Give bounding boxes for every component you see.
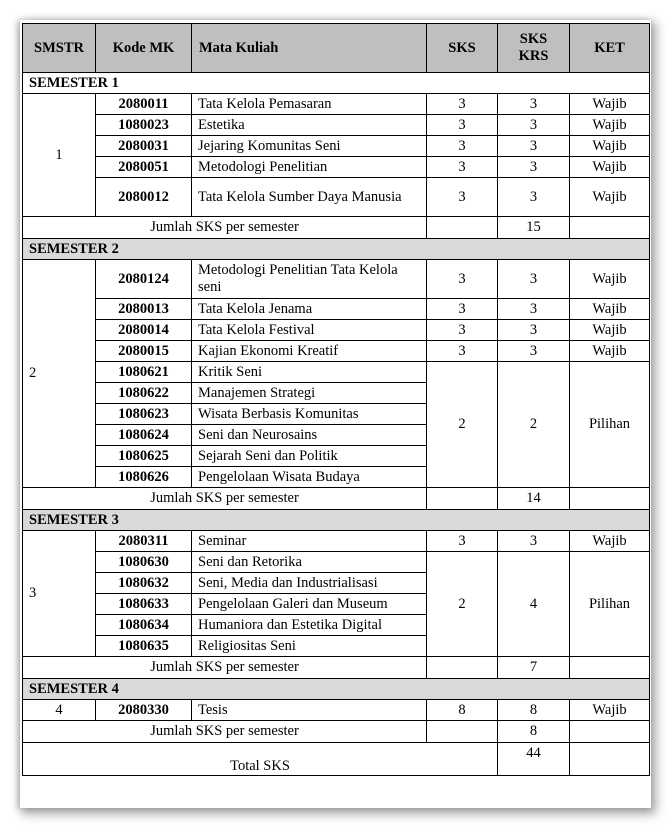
header-sks-krs-line2: KRS xyxy=(518,48,549,64)
total-row xyxy=(23,743,650,776)
course-sks-krs: 3 xyxy=(498,136,570,157)
course-sks: 3 xyxy=(427,320,498,341)
course-name: Wisata Berbasis Komunitas xyxy=(192,404,427,425)
course-ket: Wajib xyxy=(570,94,650,115)
course-sks-krs: 3 xyxy=(498,299,570,320)
course-code: 1080630 xyxy=(96,552,192,573)
curriculum-table xyxy=(22,23,650,776)
course-name: Tata Kelola Sumber Daya Manusia xyxy=(192,178,427,217)
semester-sum-label: Jumlah SKS per semester xyxy=(23,721,427,743)
header-sks-krs-line1: SKS xyxy=(519,31,548,47)
course-code: 1080635 xyxy=(96,636,192,657)
course-ket: Wajib xyxy=(570,115,650,136)
course-name: Manajemen Strategi xyxy=(192,383,427,404)
semester-label-row xyxy=(23,679,650,700)
course-sks-krs: 3 xyxy=(498,260,570,299)
semester-number: 4 xyxy=(23,700,96,721)
semester-label-row xyxy=(23,239,650,260)
course-name: Jejaring Komunitas Seni xyxy=(192,136,427,157)
semester-sum-sks xyxy=(427,657,498,679)
header-ket: KET xyxy=(570,24,650,73)
course-sks: 3 xyxy=(427,260,498,299)
semester-sum-label: Jumlah SKS per semester xyxy=(23,488,427,510)
semester-label: SEMESTER 3 xyxy=(23,510,650,531)
table-row xyxy=(23,260,650,299)
table-row xyxy=(23,320,650,341)
course-code: 1080625 xyxy=(96,446,192,467)
course-sks-krs: 3 xyxy=(498,157,570,178)
semester-sum-row xyxy=(23,657,650,679)
course-code: 1080622 xyxy=(96,383,192,404)
course-code: 2080011 xyxy=(96,94,192,115)
course-ket: Wajib xyxy=(570,299,650,320)
course-name: Pengelolaan Galeri dan Museum xyxy=(192,594,427,615)
table-row xyxy=(23,341,650,362)
course-code: 2080330 xyxy=(96,700,192,721)
course-sks-krs: 3 xyxy=(498,178,570,217)
course-code: 1080634 xyxy=(96,615,192,636)
course-ket: Wajib xyxy=(570,700,650,721)
course-sks: 8 xyxy=(427,700,498,721)
semester-label: SEMESTER 2 xyxy=(23,239,650,260)
semester-sum-value: 15 xyxy=(498,217,570,239)
semester-sum-row xyxy=(23,721,650,743)
course-name: Seni dan Retorika xyxy=(192,552,427,573)
course-name: Religiositas Seni xyxy=(192,636,427,657)
total-label: Total SKS xyxy=(23,743,498,776)
header-smstr: SMSTR xyxy=(23,24,96,73)
course-code: 2080013 xyxy=(96,299,192,320)
course-sks: 3 xyxy=(427,178,498,217)
course-sks-krs: 3 xyxy=(498,115,570,136)
course-code: 1080023 xyxy=(96,115,192,136)
total-value: 44 xyxy=(498,743,570,776)
course-sks: 3 xyxy=(427,94,498,115)
course-ket: Wajib xyxy=(570,320,650,341)
course-name: Tata Kelola Festival xyxy=(192,320,427,341)
course-ket: Wajib xyxy=(570,260,650,299)
semester-sum-sks xyxy=(427,217,498,239)
elective-sks-krs: 4 xyxy=(498,552,570,657)
table-row xyxy=(23,362,650,383)
header-kode-mk: Kode MK xyxy=(96,24,192,73)
course-sks: 3 xyxy=(427,136,498,157)
semester-sum-value: 14 xyxy=(498,488,570,510)
semester-sum-label: Jumlah SKS per semester xyxy=(23,657,427,679)
table-row xyxy=(23,700,650,721)
course-code: 1080623 xyxy=(96,404,192,425)
header-sks: SKS xyxy=(427,24,498,73)
course-name: Seni, Media dan Industrialisasi xyxy=(192,573,427,594)
course-ket: Wajib xyxy=(570,341,650,362)
course-sks: 3 xyxy=(427,531,498,552)
course-ket: Wajib xyxy=(570,531,650,552)
course-name: Sejarah Seni dan Politik xyxy=(192,446,427,467)
course-code: 1080624 xyxy=(96,425,192,446)
course-sks: 3 xyxy=(427,341,498,362)
table-row xyxy=(23,115,650,136)
elective-ket: Pilihan xyxy=(570,552,650,657)
course-code: 2080051 xyxy=(96,157,192,178)
course-code: 2080014 xyxy=(96,320,192,341)
course-code: 1080633 xyxy=(96,594,192,615)
semester-label-row xyxy=(23,510,650,531)
course-sks-krs: 3 xyxy=(498,320,570,341)
table-row xyxy=(23,94,650,115)
elective-sks: 2 xyxy=(427,552,498,657)
course-ket: Wajib xyxy=(570,178,650,217)
semester-sum-sks xyxy=(427,721,498,743)
course-name: Tesis xyxy=(192,700,427,721)
header-sks-krs xyxy=(498,24,570,73)
course-sks: 3 xyxy=(427,115,498,136)
course-name: Metodologi Penelitian xyxy=(192,157,427,178)
semester-number: 3 xyxy=(23,531,96,657)
elective-ket: Pilihan xyxy=(570,362,650,488)
course-ket: Wajib xyxy=(570,136,650,157)
total-ket xyxy=(570,743,650,776)
course-name: Tata Kelola Pemasaran xyxy=(192,94,427,115)
table-row xyxy=(23,299,650,320)
course-name: Humaniora dan Estetika Digital xyxy=(192,615,427,636)
semester-sum-ket xyxy=(570,721,650,743)
course-sks-krs: 8 xyxy=(498,700,570,721)
elective-sks: 2 xyxy=(427,362,498,488)
course-sks-krs: 3 xyxy=(498,531,570,552)
semester-sum-value: 7 xyxy=(498,657,570,679)
course-name: Tata Kelola Jenama xyxy=(192,299,427,320)
course-code: 1080632 xyxy=(96,573,192,594)
course-code: 2080031 xyxy=(96,136,192,157)
table-header-row xyxy=(23,24,650,73)
course-code: 1080626 xyxy=(96,467,192,488)
semester-label-row xyxy=(23,73,650,94)
course-name: Seminar xyxy=(192,531,427,552)
course-code: 2080015 xyxy=(96,341,192,362)
course-ket: Wajib xyxy=(570,157,650,178)
semester-sum-row xyxy=(23,488,650,510)
table-row xyxy=(23,178,650,217)
semester-sum-row xyxy=(23,217,650,239)
table-row xyxy=(23,531,650,552)
course-sks-krs: 3 xyxy=(498,341,570,362)
course-sks: 3 xyxy=(427,299,498,320)
semester-sum-sks xyxy=(427,488,498,510)
course-code: 1080621 xyxy=(96,362,192,383)
course-code: 2080012 xyxy=(96,178,192,217)
semester-number: 2 xyxy=(23,260,96,488)
course-sks-krs: 3 xyxy=(498,94,570,115)
semester-number: 1 xyxy=(23,94,96,217)
course-name: Kajian Ekonomi Kreatif xyxy=(192,341,427,362)
course-name: Estetika xyxy=(192,115,427,136)
semester-sum-ket xyxy=(570,217,650,239)
elective-sks-krs: 2 xyxy=(498,362,570,488)
course-name: Kritik Seni xyxy=(192,362,427,383)
semester-sum-ket xyxy=(570,657,650,679)
semester-sum-ket xyxy=(570,488,650,510)
semester-sum-value: 8 xyxy=(498,721,570,743)
course-name: Pengelolaan Wisata Budaya xyxy=(192,467,427,488)
table-row xyxy=(23,136,650,157)
header-mata-kuliah: Mata Kuliah xyxy=(192,24,427,73)
course-code: 2080124 xyxy=(96,260,192,299)
course-sks: 3 xyxy=(427,157,498,178)
semester-label: SEMESTER 4 xyxy=(23,679,650,700)
table-row xyxy=(23,552,650,573)
semester-sum-label: Jumlah SKS per semester xyxy=(23,217,427,239)
table-row xyxy=(23,157,650,178)
course-name: Metodologi Penelitian Tata Kelola seni xyxy=(192,260,427,299)
course-code: 2080311 xyxy=(96,531,192,552)
course-name: Seni dan Neurosains xyxy=(192,425,427,446)
semester-label: SEMESTER 1 xyxy=(23,73,650,94)
